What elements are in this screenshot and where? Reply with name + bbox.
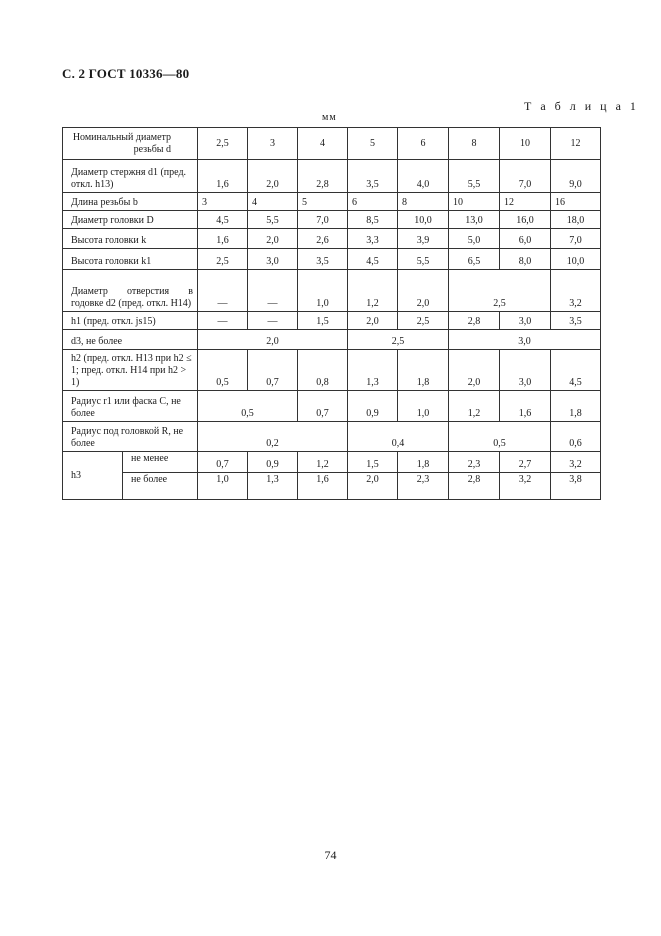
cell: 0,9 xyxy=(248,452,298,473)
row-label: h2 (пред. откл. Н13 при h2 ≤ 1; пред. откл. Н14 при h2 > 1) xyxy=(63,350,198,391)
table-row xyxy=(63,193,601,211)
cell: 5,0 xyxy=(449,229,500,249)
cell: 4 xyxy=(248,193,298,211)
cell: 3,3 xyxy=(348,229,398,249)
table-row xyxy=(63,391,601,422)
cell: 2,0 xyxy=(348,312,398,330)
cell: 1,5 xyxy=(298,312,348,330)
cell: 3,2 xyxy=(551,270,601,312)
cell: 1,2 xyxy=(348,270,398,312)
cell: 5,5 xyxy=(449,160,500,193)
cell: 1,6 xyxy=(198,160,248,193)
header-size: 6 xyxy=(398,128,449,160)
header-size: 10 xyxy=(500,128,551,160)
cell: 2,5 xyxy=(398,312,449,330)
cell: 2,0 xyxy=(248,160,298,193)
cell: 4,5 xyxy=(551,350,601,391)
cell: 0,5 xyxy=(198,391,298,422)
row-label: Высота головки k xyxy=(63,229,198,249)
cell: 10,0 xyxy=(398,211,449,229)
cell: 2,0 xyxy=(449,350,500,391)
cell: 6 xyxy=(348,193,398,211)
table-row xyxy=(63,270,601,312)
cell: 3,2 xyxy=(500,473,551,500)
cell: 3,5 xyxy=(348,160,398,193)
cell: 0,4 xyxy=(348,422,449,452)
cell: 4,5 xyxy=(348,249,398,270)
cell: 0,5 xyxy=(449,422,551,452)
cell: 1,2 xyxy=(449,391,500,422)
cell: 0,5 xyxy=(198,350,248,391)
cell: 3,5 xyxy=(551,312,601,330)
cell: 1,2 xyxy=(298,452,348,473)
cell: — xyxy=(198,312,248,330)
cell: 4,5 xyxy=(198,211,248,229)
cell: 0,7 xyxy=(198,452,248,473)
table-row xyxy=(63,350,601,391)
cell: 6,0 xyxy=(500,229,551,249)
cell: 5 xyxy=(298,193,348,211)
cell: 0,7 xyxy=(298,391,348,422)
cell: 1,6 xyxy=(500,391,551,422)
cell: 3,0 xyxy=(248,249,298,270)
cell: 2,5 xyxy=(198,249,248,270)
header-size: 2,5 xyxy=(198,128,248,160)
header-size: 5 xyxy=(348,128,398,160)
cell: 1,8 xyxy=(551,391,601,422)
cell: 1,0 xyxy=(298,270,348,312)
cell: 9,0 xyxy=(551,160,601,193)
table-row xyxy=(63,249,601,270)
cell: 12 xyxy=(500,193,551,211)
cell: 2,0 xyxy=(248,229,298,249)
cell: — xyxy=(198,270,248,312)
table-row xyxy=(63,312,601,330)
cell: 1,8 xyxy=(398,452,449,473)
cell: 8 xyxy=(398,193,449,211)
cell: 0,6 xyxy=(551,422,601,452)
row-label: Длина резьбы b xyxy=(63,193,198,211)
table-label: Т а б л и ц а 1 xyxy=(524,99,639,113)
cell: 13,0 xyxy=(449,211,500,229)
table-row xyxy=(63,473,601,500)
cell: 1,6 xyxy=(298,473,348,500)
table-row xyxy=(63,211,601,229)
cell: 6,5 xyxy=(449,249,500,270)
row-label: d3, не более xyxy=(63,330,198,350)
row-label: h1 (пред. откл. js15) xyxy=(63,312,198,330)
cell: 7,0 xyxy=(298,211,348,229)
cell: 16 xyxy=(551,193,601,211)
table-row xyxy=(63,422,601,452)
cell: 1,0 xyxy=(198,473,248,500)
cell: 1,8 xyxy=(398,350,449,391)
cell: 2,0 xyxy=(398,270,449,312)
units-label: мм xyxy=(322,112,337,123)
table-header-row xyxy=(63,128,601,160)
row-label: Диаметр отверстия в годовке d2 (пред. откл. Н14) xyxy=(63,270,198,312)
cell: 1,0 xyxy=(398,391,449,422)
cell: 2,8 xyxy=(449,312,500,330)
cell: 5,5 xyxy=(398,249,449,270)
table-row xyxy=(63,160,601,193)
cell: 3,0 xyxy=(500,312,551,330)
row-label: Радиус r1 или фаска С, не более xyxy=(63,391,198,422)
cell: 3,0 xyxy=(449,330,601,350)
header-size: 4 xyxy=(298,128,348,160)
cell: 2,8 xyxy=(298,160,348,193)
cell: 1,3 xyxy=(248,473,298,500)
dimensions-table xyxy=(62,127,601,500)
cell: 3,2 xyxy=(551,452,601,473)
page-header: С. 2 ГОСТ 10336—80 xyxy=(62,66,190,81)
cell: 3,5 xyxy=(298,249,348,270)
row-label: Диаметр стержня d1 (пред. откл. h13) xyxy=(63,160,198,193)
cell: 2,3 xyxy=(398,473,449,500)
cell: 3,8 xyxy=(551,473,601,500)
cell: 5,5 xyxy=(248,211,298,229)
cell: 2,6 xyxy=(298,229,348,249)
cell: 0,9 xyxy=(348,391,398,422)
cell: 7,0 xyxy=(551,229,601,249)
row-label: Радиус под головкой R, не более xyxy=(63,422,198,452)
cell: 1,5 xyxy=(348,452,398,473)
cell: 2,0 xyxy=(348,473,398,500)
cell: — xyxy=(248,312,298,330)
row-sublabel: не более xyxy=(123,473,198,500)
cell: 4,0 xyxy=(398,160,449,193)
cell: 0,8 xyxy=(298,350,348,391)
cell: 10,0 xyxy=(551,249,601,270)
cell: 1,6 xyxy=(198,229,248,249)
header-size: 3 xyxy=(248,128,298,160)
cell: 7,0 xyxy=(500,160,551,193)
cell: 2,0 xyxy=(198,330,348,350)
cell: 10 xyxy=(449,193,500,211)
header-label: Номинальный диаметр резьбы d xyxy=(63,128,198,160)
table-row xyxy=(63,229,601,249)
table-row xyxy=(63,330,601,350)
header-size: 8 xyxy=(449,128,500,160)
row-label: Высота головки k1 xyxy=(63,249,198,270)
row-sublabel: не менее xyxy=(123,452,198,473)
cell: 8,0 xyxy=(500,249,551,270)
row-label: h3 xyxy=(63,452,123,500)
cell: 3,9 xyxy=(398,229,449,249)
cell: 0,2 xyxy=(198,422,348,452)
cell: — xyxy=(248,270,298,312)
row-label: Диаметр головки D xyxy=(63,211,198,229)
table-row xyxy=(63,452,601,473)
cell: 2,8 xyxy=(449,473,500,500)
cell: 0,7 xyxy=(248,350,298,391)
cell: 8,5 xyxy=(348,211,398,229)
cell: 2,3 xyxy=(449,452,500,473)
page-number: 74 xyxy=(324,848,337,862)
header-size: 12 xyxy=(551,128,601,160)
cell: 16,0 xyxy=(500,211,551,229)
cell: 3 xyxy=(198,193,248,211)
cell: 2,5 xyxy=(449,270,551,312)
cell: 18,0 xyxy=(551,211,601,229)
cell: 2,5 xyxy=(348,330,449,350)
cell: 2,7 xyxy=(500,452,551,473)
cell: 3,0 xyxy=(500,350,551,391)
cell: 1,3 xyxy=(348,350,398,391)
